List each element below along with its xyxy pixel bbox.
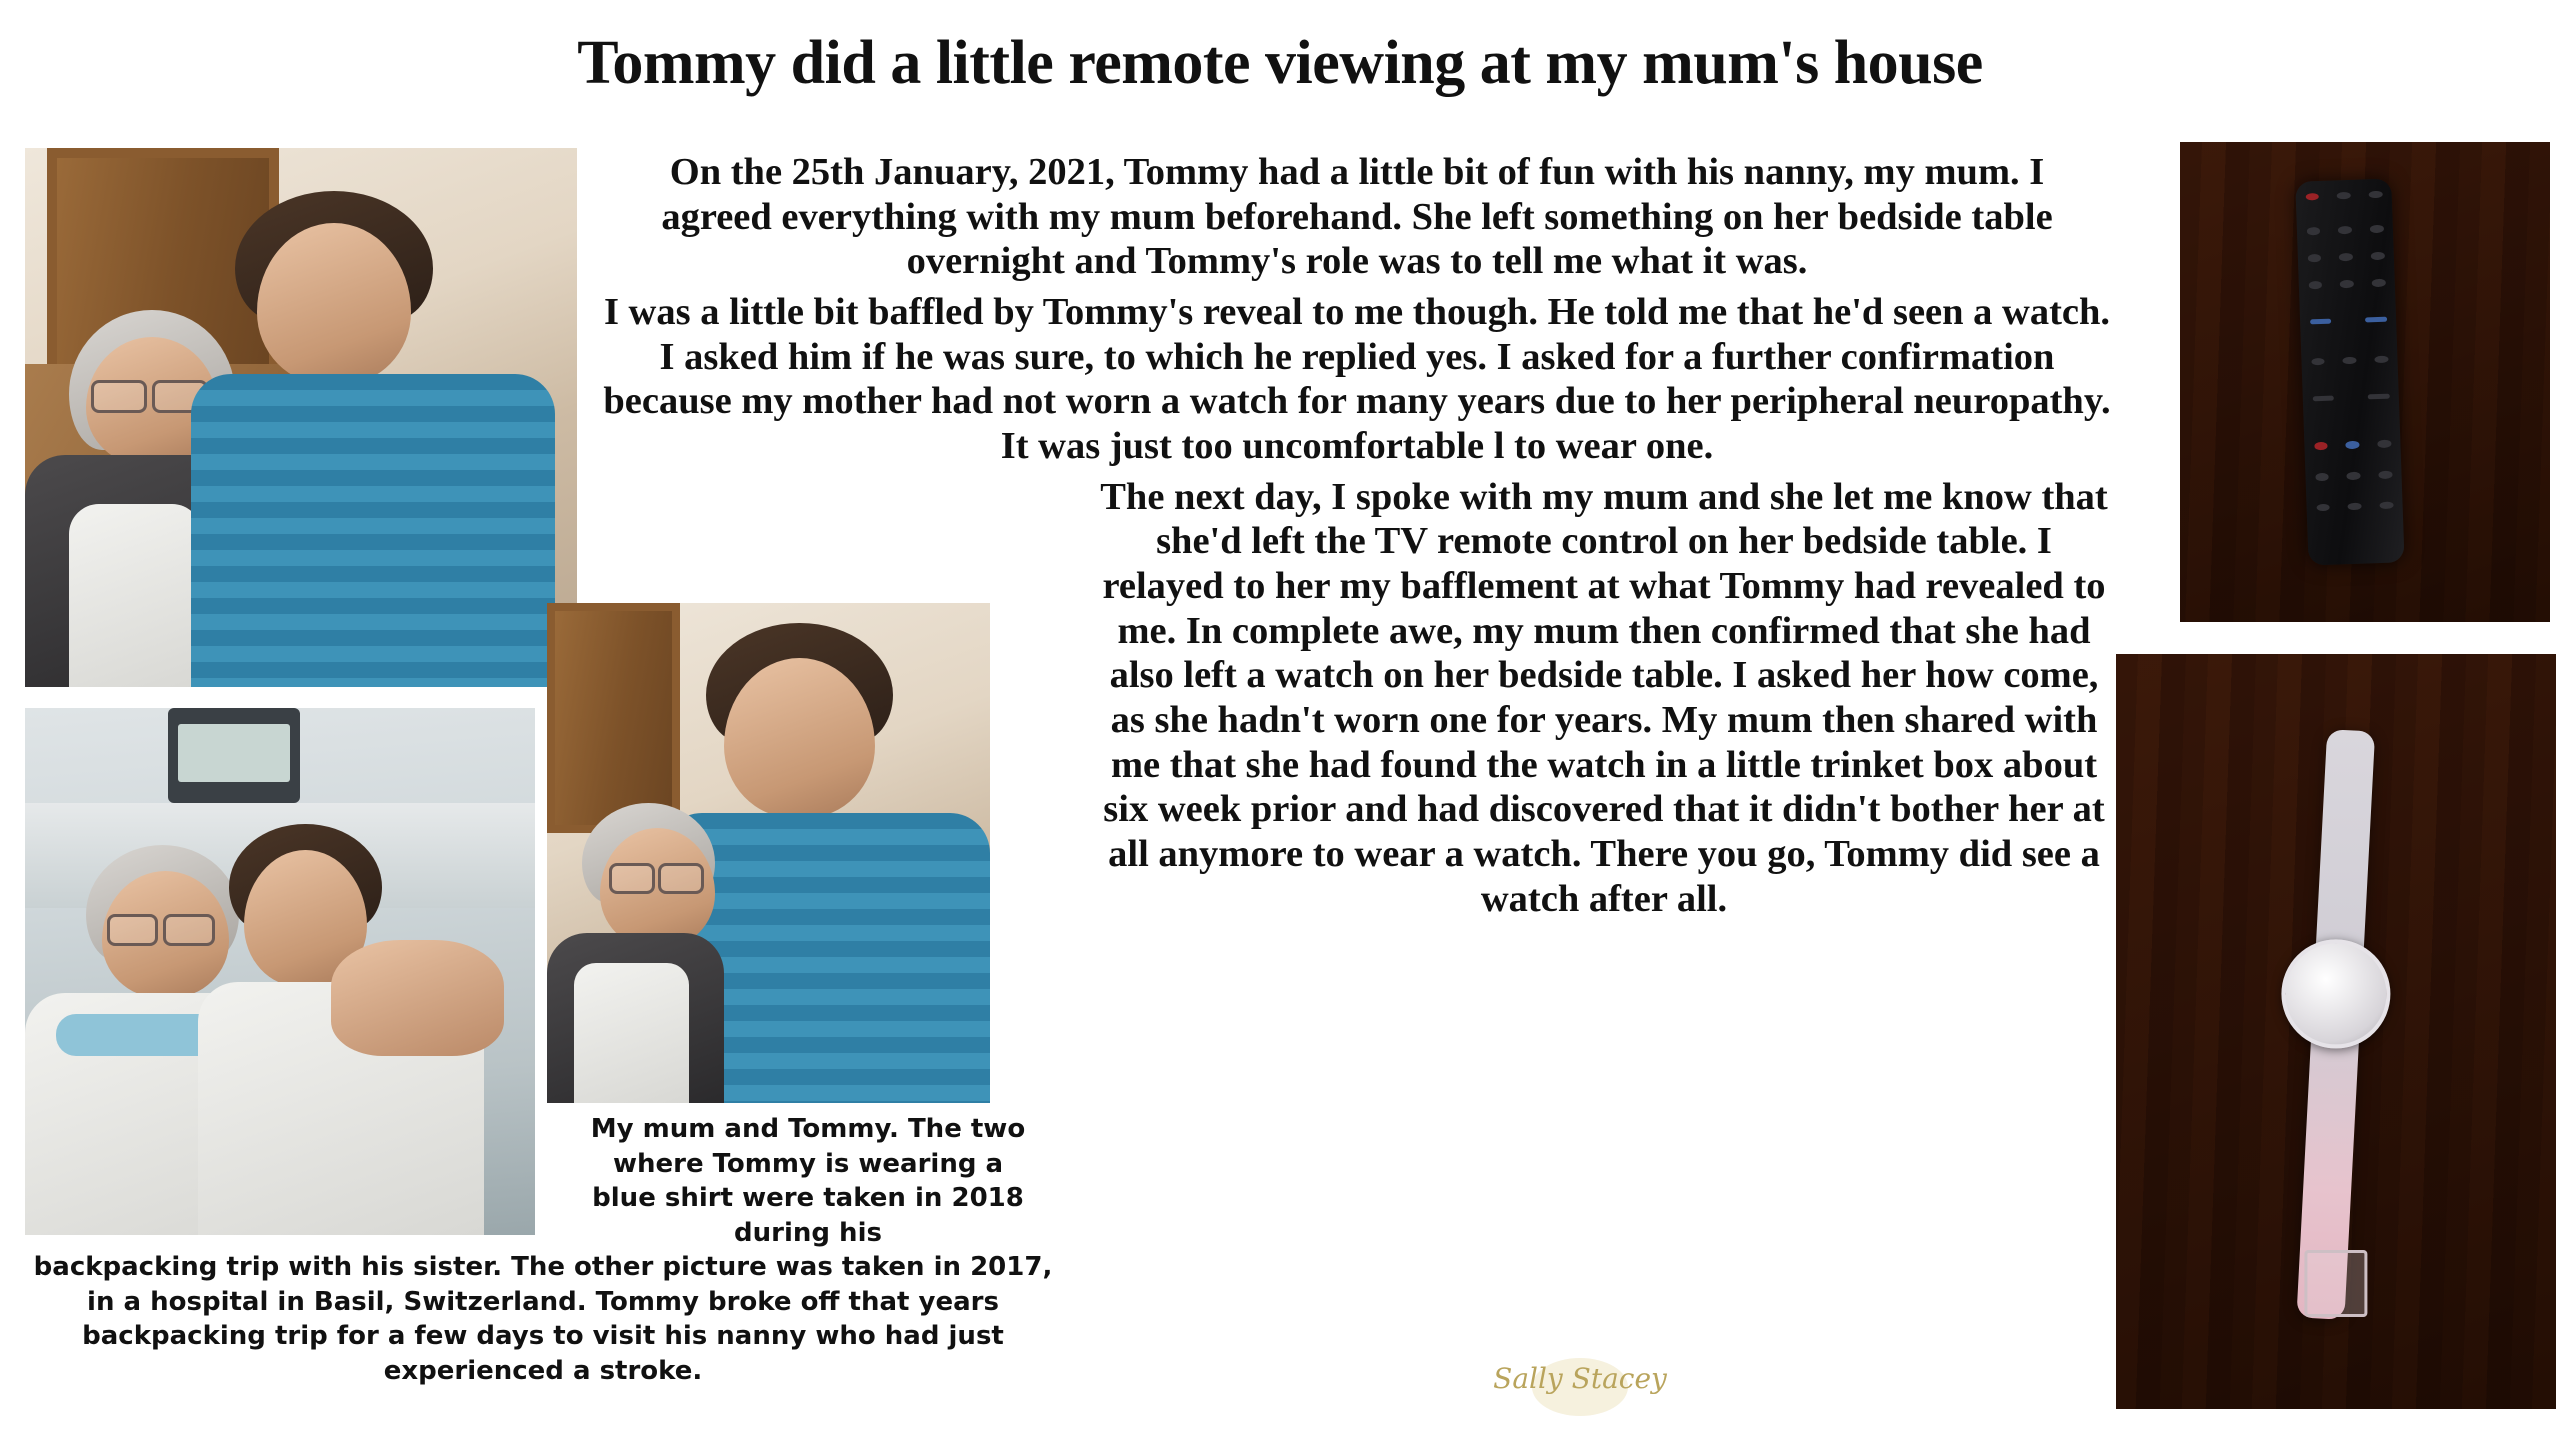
signature-text: Sally Stacey (1493, 1362, 1667, 1395)
photo-nan-tommy-top (25, 148, 577, 687)
article-paragraph-2: I was a little bit baffled by Tommy's reveal to me though. He told me that he'd seen a watch. I asked him if he was sure, to which he replied yes. I asked for a further confirmation because my mother had not worn a watch for many years due to her peripheral neuropathy. It was just too uncomfortable l to wear one. (603, 290, 2111, 467)
photo-caption-line-rest: backpacking trip with his sister. The other picture was taken in 2017, in a hospital in Basil, Switzerland. Tommy broke off that years backpacking trip for a few days to visit his nanny who had just experienced a stroke. (33, 1252, 1053, 1387)
signature (1480, 1352, 1680, 1422)
photo-watch (2116, 654, 2556, 1409)
photo-remote (2180, 142, 2550, 622)
article-paragraph-1: On the 25th January, 2021, Tommy had a little bit of fun with his nanny, my mum. I agreed everything with my mum beforehand. She left something on her bedside table overnight and Tommy's role was to tell me what it was. (661, 151, 2053, 283)
article-paragraph-3: The next day, I spoke with my mum and she let me know that she'd left the TV remote control on her bedside table. I relayed to her my bafflement at what Tommy had revealed to me. In complete awe, my mum then confirmed that she had also left a watch on her bedside table. I asked her how come, as she hadn't worn one for years. My mum then shared with me that she had found the watch in a little trinket box about six week prior and had discovered that it didn't bother her at all anymore to wear a watch. There you go, Tommy did see a watch after all. (1100, 475, 2108, 920)
photo-caption (28, 1112, 1058, 1389)
page-title: Tommy did a little remote viewing at my mum's house (577, 29, 1983, 97)
photo-caption-line-top: My mum and Tommy. The two where Tommy is wearing a blue shirt were taken in 2018 during his (590, 1114, 1026, 1248)
article-body (592, 150, 2122, 927)
